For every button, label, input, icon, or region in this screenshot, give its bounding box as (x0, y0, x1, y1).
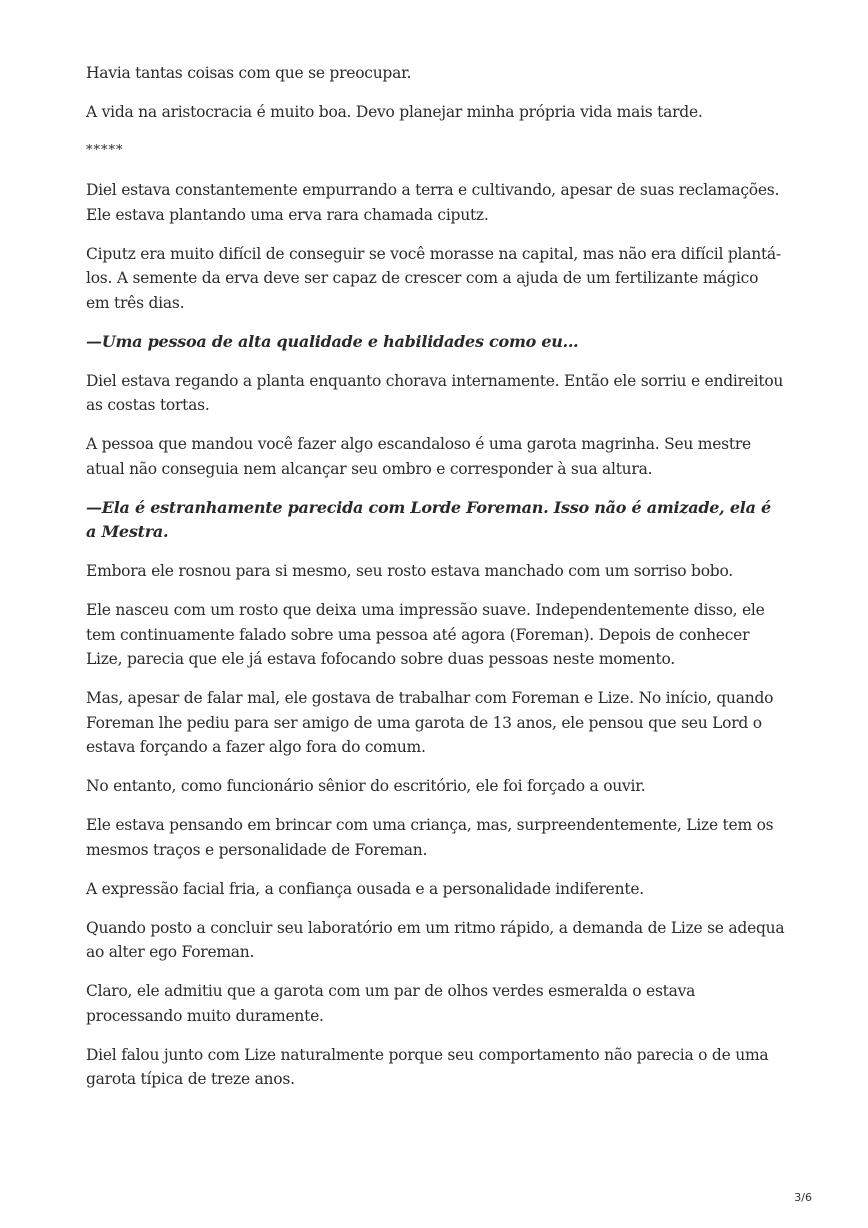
paragraph: Claro, ele admitiu que a garota com um par de olhos verdes esmeralda o estava processando muito duramente. (86, 982, 696, 1025)
paragraph: Diel estava regando a planta enquanto chorava internamente. Então ele sorriu e endireitou as costas tortas. (86, 371, 784, 414)
dialogue-paragraph: —Ela é estranhamente parecida com Lorde Foreman. Isso não é amizade, ela é a Mestra. (86, 497, 771, 541)
paragraph: A expressão facial fria, a confiança ousada e a personalidade indiferente. (86, 879, 644, 898)
paragraph: Embora ele rosnou para si mesmo, seu rosto estava manchado com um sorriso bobo. (86, 562, 733, 580)
dialogue-paragraph: —Uma pessoa de alta qualidade e habilidades como eu… (86, 331, 579, 351)
paragraph: A pessoa que mandou você fazer algo escandaloso é uma garota magrinha. Seu mestre atual não conseguia nem alcançar seu ombro e corresponder à sua altura. (86, 435, 751, 478)
paragraph: Mas, apesar de falar mal, ele gostava de trabalhar com Foreman e Lize. No início, quando Foreman lhe pediu para ser amigo de uma garota de 13 anos, ele pensou que seu Lord o estava forçando a fazer algo fora do comum. (86, 689, 774, 756)
paragraph: Diel estava constantemente empurrando a terra e cultivando, apesar de suas reclamações. Ele estava plantando uma erva rara chamada ciputz. (86, 181, 780, 224)
paragraph: Ciputz era muito difícil de conseguir se você morasse na capital, mas não era difícil plantá-los. A semente da erva deve ser capaz de crescer com a ajuda de um fertilizante mágico em três dias. (86, 244, 781, 312)
paragraph: A vida na aristocracia é muito boa. Devo planejar minha própria vida mais tarde. (86, 103, 703, 121)
paragraph: Ele estava pensando em brincar com uma criança, mas, surpreendentemente, Lize tem os mesmos traços e personalidade de Foreman. (86, 816, 774, 859)
document-page (86, 61, 786, 1106)
paragraph: Quando posto a concluir seu laboratório em um ritmo rápido, a demanda de Lize se adequa ao alter ego Foreman. (86, 918, 785, 961)
page-number: 3/6 (794, 1191, 812, 1204)
paragraph: Diel falou junto com Lize naturalmente porque seu comportamento não parecia o de uma garota típica de treze anos. (86, 1045, 769, 1088)
paragraph: No entanto, como funcionário sênior do escritório, ele foi forçado a ouvir. (86, 777, 646, 795)
paragraph: Ele nasceu com um rosto que deixa uma impressão suave. Independentemente disso, ele tem continuamente falado sobre uma pessoa até agora (Foreman). Depois de conhecer Lize, parecia que ele já estava fofocando sobre duas pessoas neste momento. (86, 601, 765, 668)
section-separator: ***** (86, 143, 124, 158)
paragraph: Havia tantas coisas com que se preocupar. (86, 64, 412, 82)
